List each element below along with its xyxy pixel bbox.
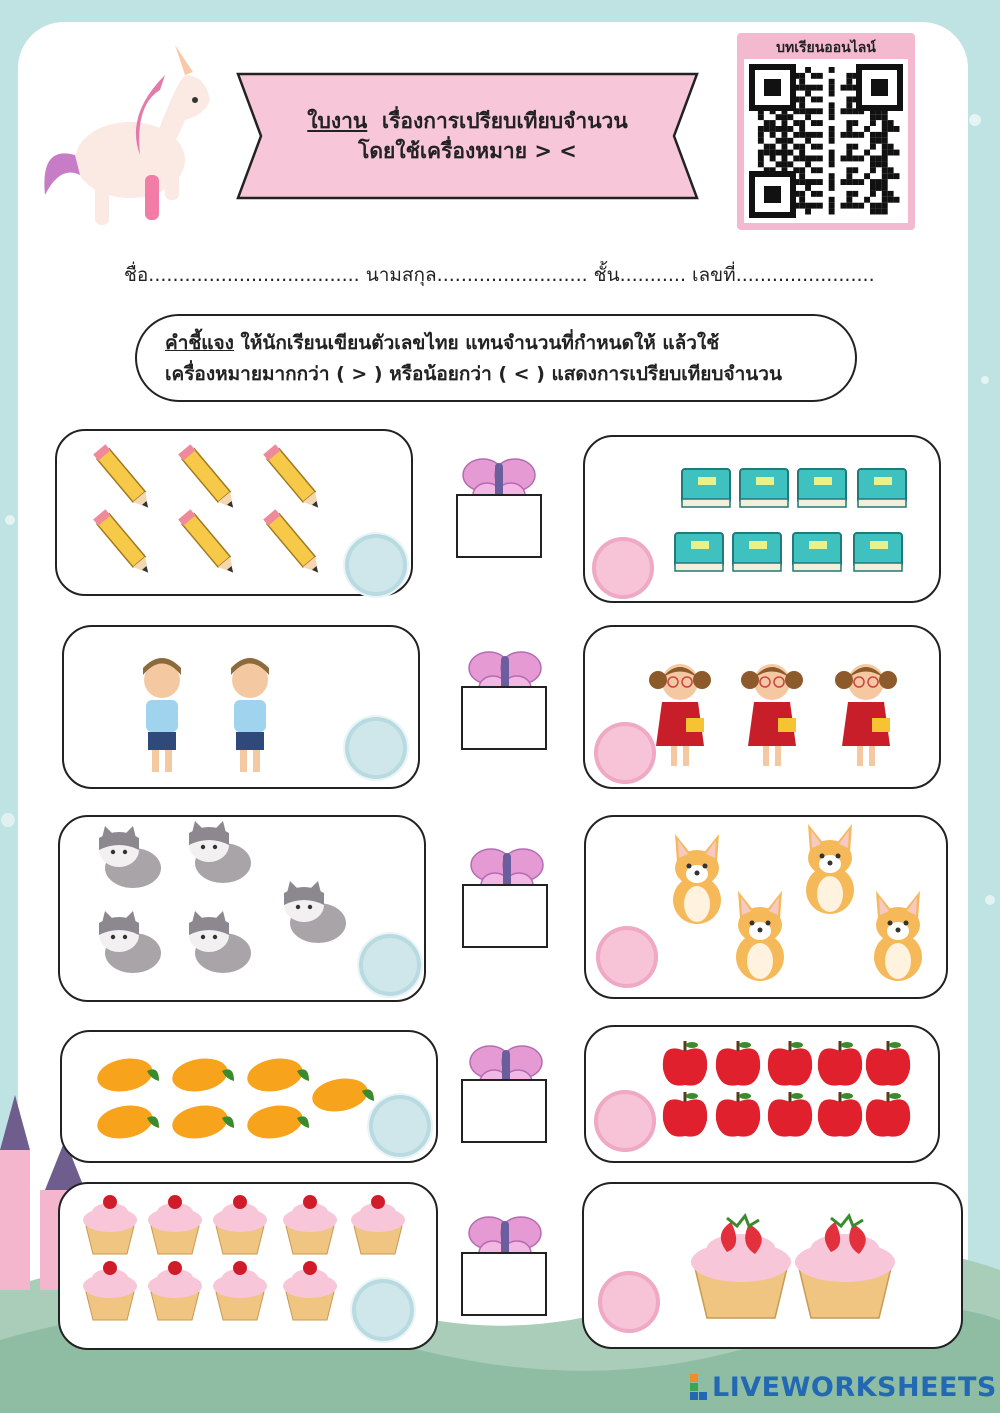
right-count-circle-3[interactable] [596,926,658,988]
title-line-2: โดยใช้เครื่องหมาย > < [358,139,577,163]
comparison-box-5[interactable] [461,1252,547,1316]
liveworksheets-logo[interactable] [690,1372,997,1403]
comparison-box-1[interactable] [456,494,542,558]
right-count-circle-2[interactable] [594,722,656,784]
qr-panel [737,33,915,230]
worksheet-label: ใบงาน [307,109,368,133]
instructions-line-2: เครื่องหมายมากกว่า ( > ) หรือน้อยกว่า ( < ) แสดงการเปรียบเทียบจำนวน [165,363,782,385]
right-count-circle-1[interactable] [592,537,654,599]
brand-name: LIVEWORKSHEETS [712,1372,997,1403]
title-line-1: เรื่องการเปรียบเทียบจำนวน [381,109,628,133]
comparison-box-2[interactable] [461,686,547,750]
left-count-circle-5[interactable] [350,1277,416,1343]
qr-title: บทเรียนออนไลน์ [776,40,876,56]
left-count-circle-3[interactable] [357,932,423,998]
left-count-circle-1[interactable] [343,532,409,598]
instructions-text [165,328,782,390]
unicorn-illustration [35,45,220,235]
comparison-box-4[interactable] [461,1079,547,1143]
left-count-circle-4[interactable] [367,1093,433,1159]
left-count-circle-2[interactable] [343,715,409,781]
instructions-label: คำชี้แจง [165,332,234,354]
qr-code-icon [744,59,908,223]
instructions-line-1: ให้นักเรียนเขียนตัวเลขไทย แทนจำนวนที่กำหนดให้ แล้วใช้ [233,332,720,354]
qr-code[interactable] [744,59,908,223]
student-info-line: ชื่อ................................... นามสกุล......................... ชั้น........... เลขที่....................... [124,264,875,286]
liveworksheets-icon [690,1374,708,1400]
right-count-circle-5[interactable] [598,1271,660,1333]
right-count-circle-4[interactable] [594,1090,656,1152]
comparison-box-3[interactable] [462,884,548,948]
worksheet-title [236,106,699,166]
